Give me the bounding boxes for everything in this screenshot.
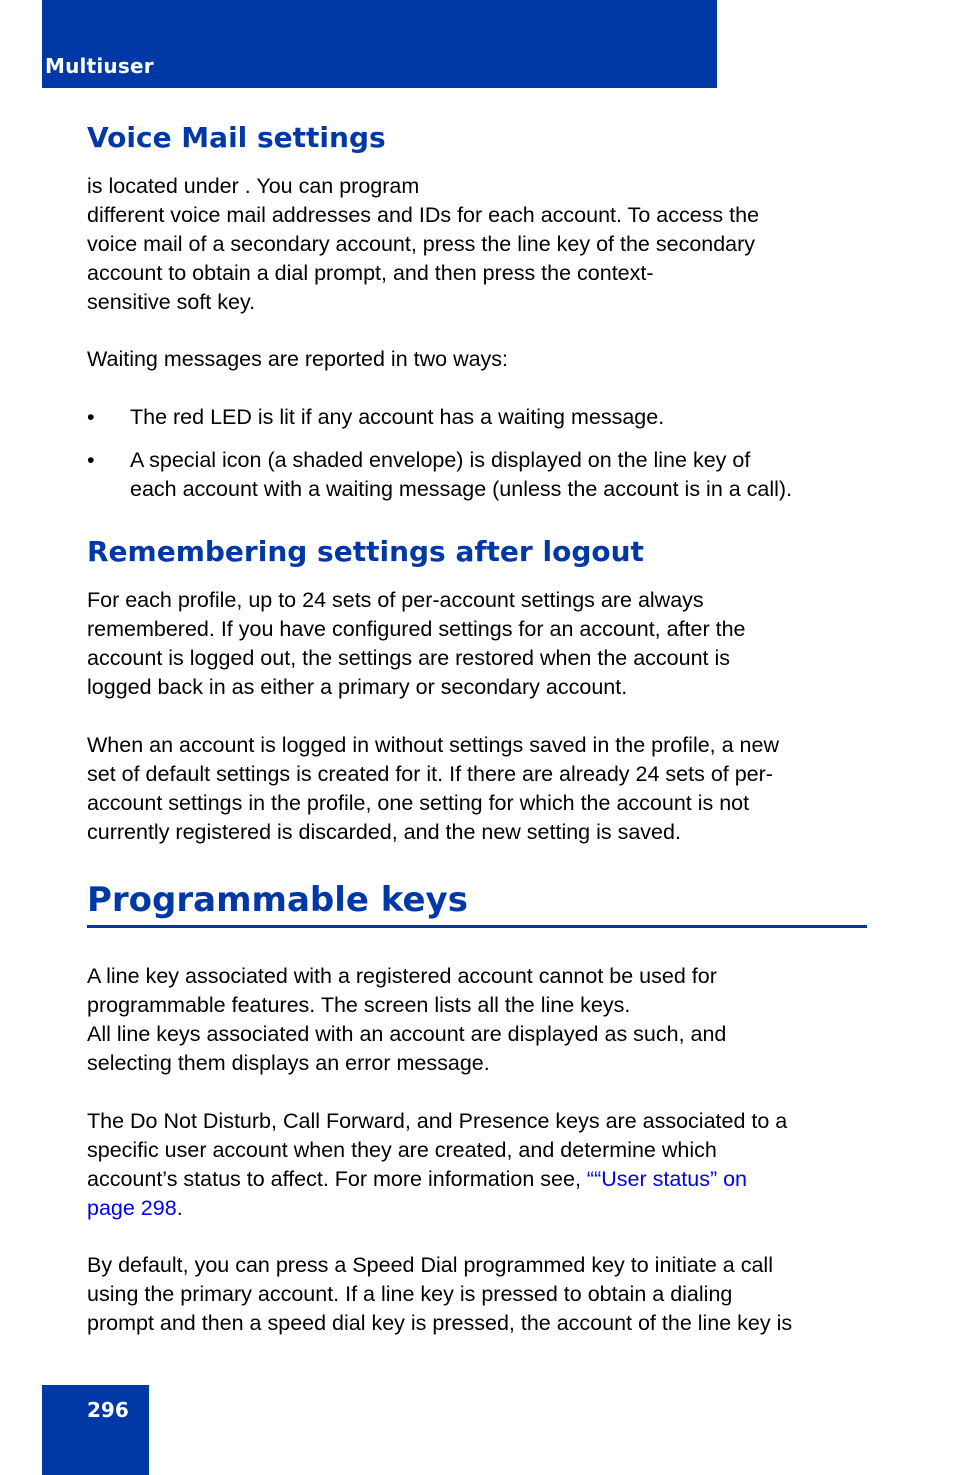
bullet-item: The red LED is lit if any account has a waiting message. — [130, 405, 665, 429]
remembering-paragraph-2: When an account is logged in without settings saved in the profile, a new set of default settings is created for it. If there are already 24 sets of per- account settings in the profile, one setting for which the account is not currently registered is discarded, and the new setting is saved. — [87, 733, 779, 844]
paragraph-text: The Do Not Disturb, Call Forward, and Presence keys are associated to a specific user account when they are created, and determine which account’s status to affect. For more information see, — [87, 1109, 788, 1191]
programmable-paragraph-2 — [87, 1107, 877, 1223]
heading-remembering-settings: Remembering settings after logout — [87, 535, 644, 568]
voice-mail-paragraph: is located under . You can program different voice mail addresses and IDs for each account. To access the voice mail of a secondary account, press the line key of the secondary account to obtain a dial prompt, and then press the context- sensitive soft key. — [87, 174, 760, 314]
page-number: 296 — [87, 1398, 129, 1422]
programmable-paragraph-3: By default, you can press a Speed Dial programmed key to initiate a call using the primary account. If a line key is pressed to obtain a dialing prompt and then a speed dial key is pressed, the account of the line key is — [87, 1253, 793, 1335]
programmable-paragraph-1: A line key associated with a registered account cannot be used for programmable features. The screen lists all the line keys. All line keys associated with an account are displayed as such, and selecting them displays an error message. — [87, 964, 727, 1075]
waiting-messages-intro: Waiting messages are reported in two ways: — [87, 347, 509, 371]
remembering-paragraph-1: For each profile, up to 24 sets of per-account settings are always remembered. If you have configured settings for an account, after the account is logged out, the settings are restored when the account is logged back in as either a primary or secondary account. — [87, 588, 746, 699]
heading-rule — [87, 925, 867, 928]
user-status-link[interactable]: ““User status” on page 298 — [87, 1166, 748, 1220]
heading-voice-mail-settings: Voice Mail settings — [87, 121, 386, 154]
paragraph-end: . — [176, 1195, 183, 1220]
bullet-marker: • — [87, 405, 95, 429]
section-label: Multiuser — [45, 54, 154, 78]
bullet-item: A special icon (a shaded envelope) is displayed on the line key of each account with a waiting message (unless the account is in a call). — [130, 448, 793, 501]
heading-programmable-keys: Programmable keys — [87, 880, 468, 920]
bullet-marker: • — [87, 448, 95, 472]
